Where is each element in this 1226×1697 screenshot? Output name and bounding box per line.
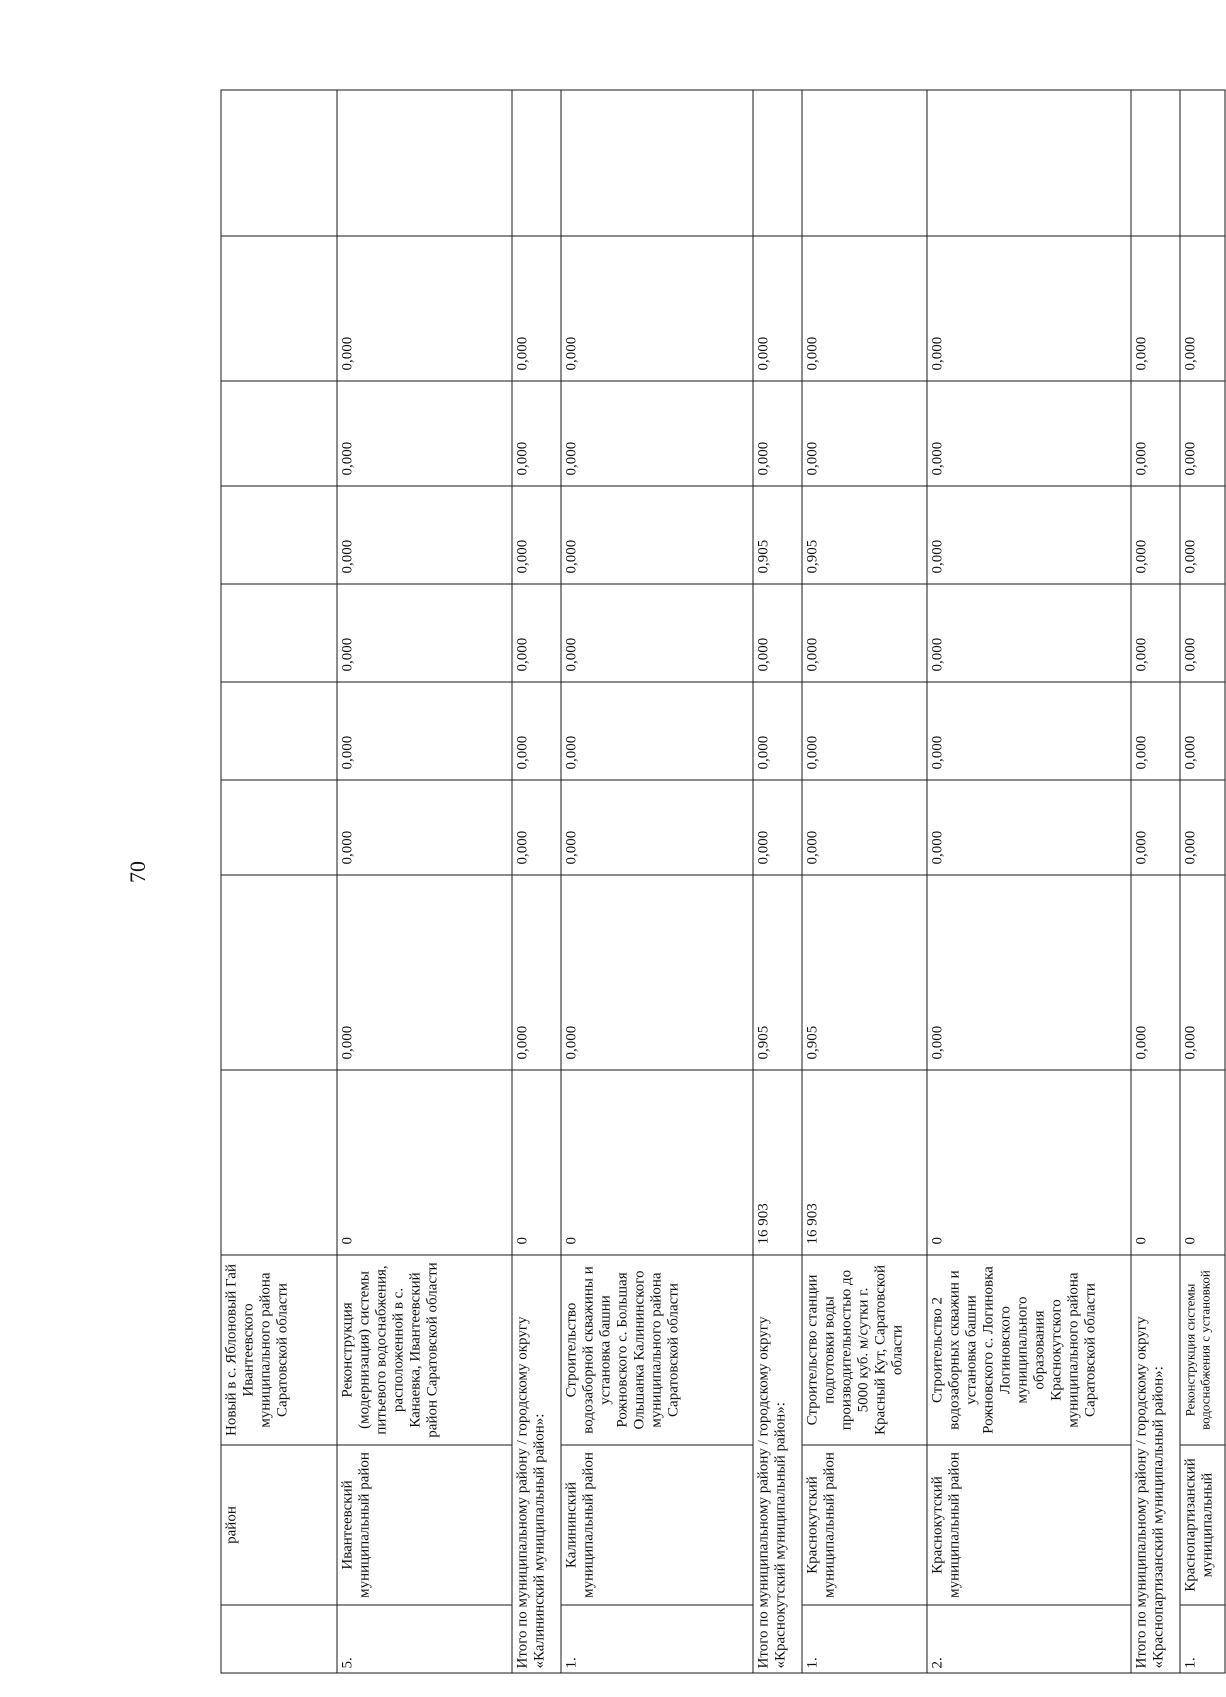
- value-cell: 0,905: [753, 486, 802, 584]
- value-cell: 0,000: [1131, 682, 1180, 780]
- value-cell: 0,000: [802, 381, 927, 486]
- district-cell: район: [221, 1445, 337, 1605]
- value-cell: 0,000: [512, 584, 561, 682]
- capacity-cell: 0: [337, 1070, 512, 1255]
- value-cell: 0,000: [561, 875, 753, 1070]
- value-cell: [221, 780, 337, 875]
- value-cell: 0,000: [1180, 875, 1225, 1070]
- value-cell: 0,000: [337, 486, 512, 584]
- value-cell: 0,000: [1131, 486, 1180, 584]
- table-body: [221, 90, 1225, 1673]
- table-row: [221, 90, 337, 1673]
- value-cell: [221, 486, 337, 584]
- value-cell: 0,000: [927, 780, 1131, 875]
- page-number: 70: [125, 861, 150, 883]
- capacity-cell: 16 903: [753, 1070, 802, 1255]
- summary-row: [1131, 90, 1180, 1673]
- value-cell: 0,000: [512, 236, 561, 381]
- value-cell: 0,000: [1180, 381, 1225, 486]
- number-cell: 2.: [927, 1605, 1131, 1673]
- value-cell: 0,000: [1180, 486, 1225, 584]
- table-row: [927, 90, 1131, 1673]
- value-cell: 0,000: [512, 780, 561, 875]
- object-cell: Строительство 2 водозаборных скважин и установка башни Рожновского с. Логиновка Логиновского муниципального образования Краснокутского муниципального района Саратовской области: [927, 1255, 1131, 1445]
- value-cell: 0,000: [927, 486, 1131, 584]
- value-cell: 0,000: [1131, 584, 1180, 682]
- value-cell: 0,000: [927, 584, 1131, 682]
- value-cell: 0,000: [561, 381, 753, 486]
- number-cell: 1.: [1180, 1605, 1225, 1673]
- value-cell: [221, 584, 337, 682]
- value-cell: 0,000: [1180, 682, 1225, 780]
- value-cell: 0,000: [802, 584, 927, 682]
- value-cell: 0,000: [753, 584, 802, 682]
- district-cell: Краснокутский муниципальный район: [802, 1445, 927, 1605]
- value-cell: 0,000: [512, 682, 561, 780]
- object-cell: Строительство водозаборной скважины и установка башни Рожновского с. Большая Ольшанка Калининского муниципального района Саратовской области: [561, 1255, 753, 1445]
- value-cell: 0,000: [802, 682, 927, 780]
- summary-label-cell: Итого по муниципальному району / городскому округу «Краснопартизанский муниципальный район»:: [1131, 1255, 1180, 1673]
- summary-label-cell: Итого по муниципальному району / городскому округу «Краснокутский муниципальный район»:: [753, 1255, 802, 1673]
- capacity-cell: 0: [927, 1070, 1131, 1255]
- value-cell: 0,000: [561, 486, 753, 584]
- summary-label-cell: Итого по муниципальному району / городскому округу «Калининский муниципальный район»:: [512, 1255, 561, 1673]
- value-cell: [221, 1070, 337, 1255]
- value-cell: 0,000: [927, 875, 1131, 1070]
- value-cell: 0,000: [927, 236, 1131, 381]
- number-cell: 1.: [802, 1605, 927, 1673]
- object-cell: Строительство станции подготовки воды производительностью до 5000 куб. м/сутки г. Красный Кут, Саратовской области: [802, 1255, 927, 1445]
- object-cell: Реконструкция (модернизация) системы питьевого водоснабжения, расположенной в с. Канаевка, Ивантеевский район Саратовской области: [337, 1255, 512, 1445]
- value-cell: 0,000: [802, 780, 927, 875]
- value-cell: 0,000: [561, 682, 753, 780]
- value-cell: 0,000: [802, 236, 927, 381]
- table-row: [1180, 90, 1225, 1673]
- value-cell: 0,000: [512, 381, 561, 486]
- funding-table: [221, 90, 1226, 1674]
- summary-row: [512, 90, 561, 1673]
- value-cell: 0,000: [1180, 584, 1225, 682]
- number-cell: [221, 1605, 337, 1673]
- value-cell: [927, 90, 1131, 236]
- table-row: [802, 90, 927, 1673]
- value-cell: [221, 682, 337, 780]
- district-cell: Калининский муниципальный район: [561, 1445, 753, 1605]
- capacity-cell: 0: [1131, 1070, 1180, 1255]
- value-cell: 0,000: [512, 486, 561, 584]
- table-row: [337, 90, 512, 1673]
- capacity-cell: 0: [561, 1070, 753, 1255]
- value-cell: 0,000: [561, 236, 753, 381]
- value-cell: [753, 90, 802, 236]
- value-cell: 0,000: [337, 780, 512, 875]
- value-cell: 0,000: [753, 780, 802, 875]
- district-cell: Краснокутский муниципальный район: [927, 1445, 1131, 1605]
- value-cell: 0,000: [1180, 780, 1225, 875]
- value-cell: 0,000: [337, 584, 512, 682]
- value-cell: 0,000: [753, 236, 802, 381]
- rotated-table-container: [221, 91, 1226, 1674]
- value-cell: 0,905: [802, 486, 927, 584]
- object-cell: Реконструкция системы водоснабжения с установкой: [1180, 1255, 1225, 1445]
- value-cell: 0,000: [561, 780, 753, 875]
- value-cell: [561, 90, 753, 236]
- capacity-cell: 0: [512, 1070, 561, 1255]
- value-cell: 0,000: [753, 682, 802, 780]
- value-cell: 0,905: [753, 875, 802, 1070]
- value-cell: [221, 381, 337, 486]
- value-cell: 0,000: [1131, 875, 1180, 1070]
- value-cell: [337, 90, 512, 236]
- value-cell: 0,000: [337, 875, 512, 1070]
- capacity-cell: 16 903: [802, 1070, 927, 1255]
- value-cell: 0,905: [802, 875, 927, 1070]
- value-cell: [221, 875, 337, 1070]
- value-cell: 0,000: [1131, 381, 1180, 486]
- value-cell: 0,000: [337, 236, 512, 381]
- capacity-cell: 0: [1180, 1070, 1225, 1255]
- value-cell: 0,000: [561, 584, 753, 682]
- value-cell: 0,000: [927, 682, 1131, 780]
- summary-row: [753, 90, 802, 1673]
- value-cell: 0,000: [927, 381, 1131, 486]
- value-cell: [221, 90, 337, 236]
- object-cell: Новый в с. Яблоновый Гай Ивантеевского муниципального района Саратовской области: [221, 1255, 337, 1445]
- number-cell: 1.: [561, 1605, 753, 1673]
- value-cell: 0,000: [1131, 236, 1180, 381]
- district-cell: Ивантеевский муниципальный район: [337, 1445, 512, 1605]
- value-cell: [221, 236, 337, 381]
- value-cell: 0,000: [1131, 780, 1180, 875]
- value-cell: 0,000: [753, 381, 802, 486]
- value-cell: [1180, 90, 1225, 236]
- value-cell: [1131, 90, 1180, 236]
- value-cell: 0,000: [512, 875, 561, 1070]
- value-cell: [802, 90, 927, 236]
- table-row: [561, 90, 753, 1673]
- district-cell: Краснопартизанский муниципальный: [1180, 1445, 1225, 1605]
- number-cell: 5.: [337, 1605, 512, 1673]
- value-cell: [512, 90, 561, 236]
- value-cell: 0,000: [337, 381, 512, 486]
- value-cell: 0,000: [337, 682, 512, 780]
- value-cell: 0,000: [1180, 236, 1225, 381]
